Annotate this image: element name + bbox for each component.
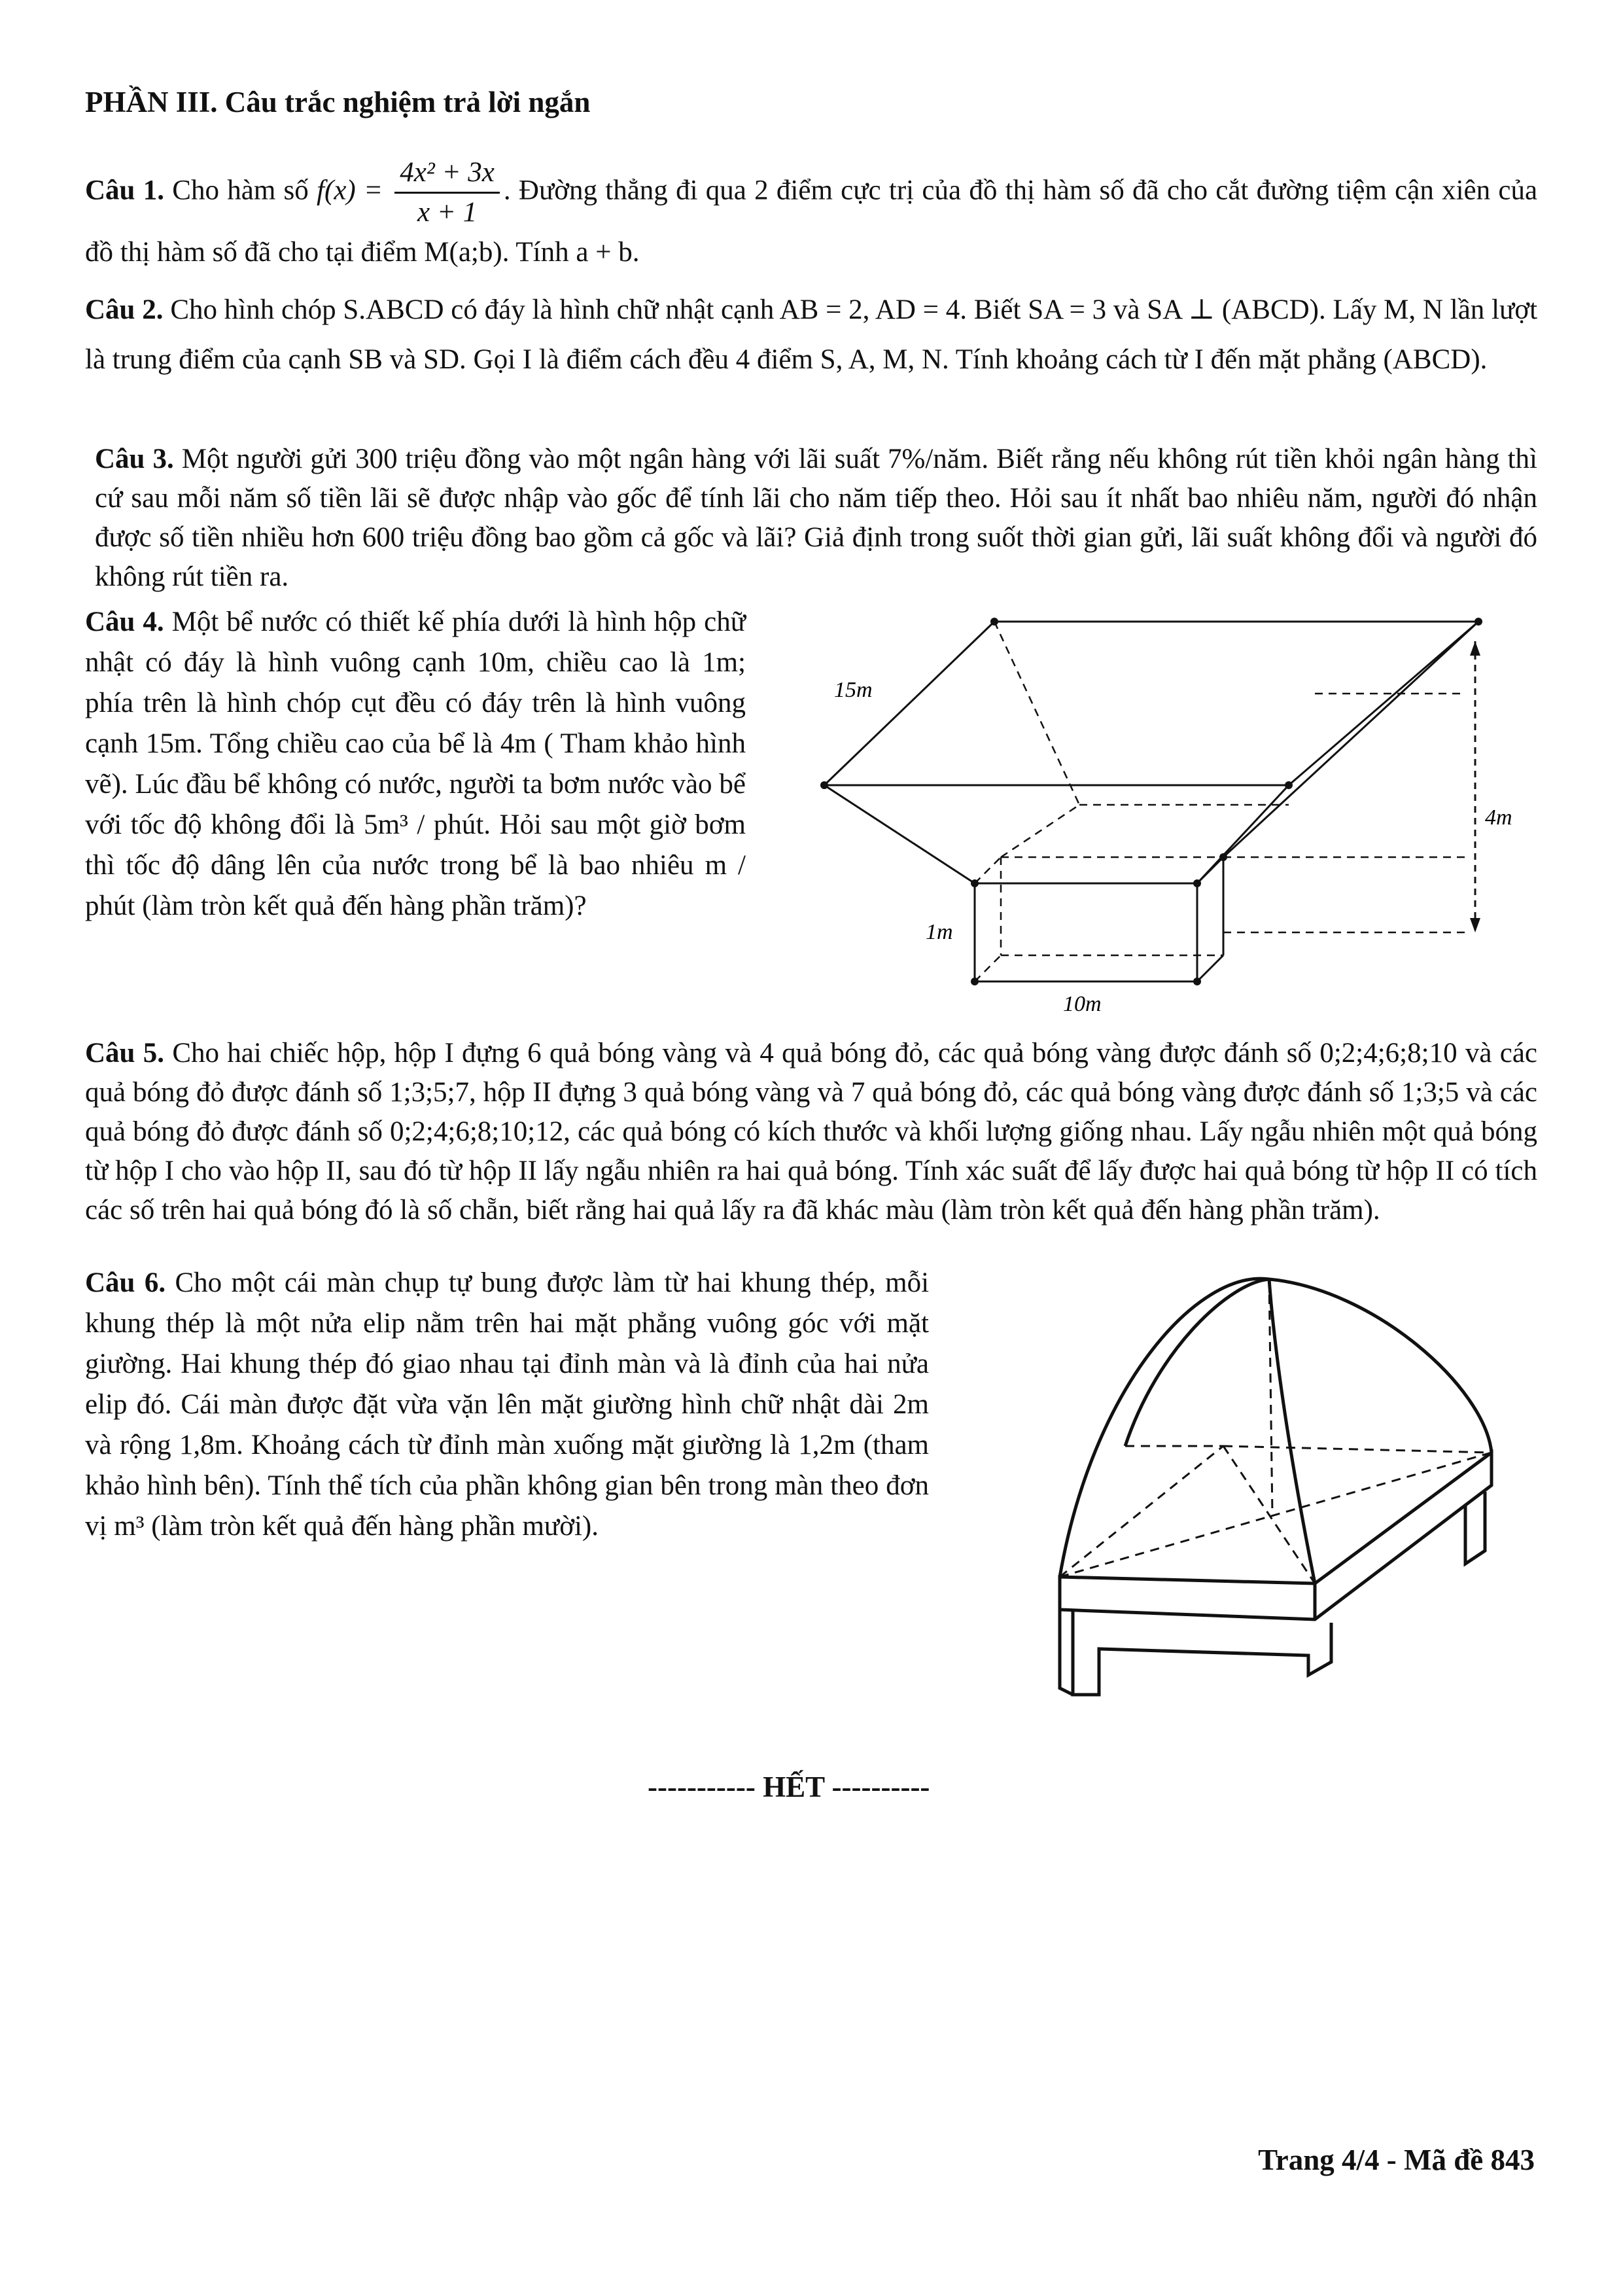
question-6-label: Câu 6. [85, 1267, 166, 1298]
question-5-text: Cho hai chiếc hộp, hộp I đựng 6 quả bóng vàng và 4 quả bóng đỏ, các quả bóng vàng được đánh số 0;2;4;6;8;10 và các quả bóng đỏ được đánh số 1;3;5;7, hộp II đựng 3 quả bóng vàng và 7 quả bóng đỏ, các quả bóng vàng được đánh số 1;3;5 và các quả bóng đỏ được đánh số 0;2;4;6;8;10;12, các quả bóng có kích thước và khối lượng giống nhau. Lấy ngẫu nhiên một quả bóng từ hộp I cho vào hộp II, sau đó từ hộp II lấy ngẫu nhiên ra hai quả bóng. Tính xác suất để lấy được hai quả bóng từ hộp II có tích các số trên hai quả bóng đó là số chẵn, biết rằng hai quả lấy ra đã khác màu (làm tròn kết quả đến hàng phần trăm). [85, 1038, 1537, 1226]
question-4-text: Một bể nước có thiết kế phía dưới là hình hộp chữ nhật có đáy là hình vuông cạnh 10m, chiều cao là 1m; phía trên là hình chóp cụt đều có đáy trên là hình vuông cạnh 15m. Tổng chiều cao của bể là 4m ( Tham khảo hình vẽ). Lúc đầu bể không có nước, người ta bơm nước vào bể với tốc độ không đổi là 5m³ / phút. Hỏi sau một giờ bơm thì tốc độ dâng lên của nước trong bể là bao nhiêu m / phút (làm tròn kết quả đến hàng phần trăm)? [85, 607, 746, 921]
question-1-label: Câu 1. [85, 175, 164, 206]
question-3 [95, 440, 1537, 597]
question-4 [85, 602, 746, 927]
fraction-numerator: 4x² + 3x [394, 154, 500, 194]
question-4-label: Câu 4. [85, 607, 164, 637]
label-1m: 1m [926, 920, 953, 944]
water-tank-figure [805, 602, 1544, 1021]
question-3-label: Câu 3. [95, 444, 174, 474]
label-15m: 15m [834, 678, 873, 702]
question-5 [85, 1034, 1537, 1230]
question-1-lead: Cho hàm số [172, 175, 309, 206]
label-10m: 10m [1063, 992, 1102, 1016]
question-1-text: . Đường thẳng đi qua 2 điểm cực trị của đồ thị hàm số đã cho cắt đường tiệm cận xiên của đồ thị hàm số đã cho tại điểm M(a;b). Tính a + b. [85, 175, 1538, 268]
question-3-text: Một người gửi 300 triệu đồng vào một ngân hàng với lãi suất 7%/năm. Biết rằng nếu không rút tiền khỏi ngân hàng thì cứ sau mỗi năm số tiền lãi sẽ được nhập vào gốc để tính lãi cho năm tiếp theo. Hỏi sau ít nhất bao nhiêu năm, người đó nhận được số tiền nhiều hơn 600 triệu đồng bao gồm cả gốc và lãi? Giả định trong suốt thời gian gửi, lãi suất không đổi và người đó không rút tiền ra. [95, 444, 1538, 592]
question-2 [85, 285, 1537, 385]
label-4m: 4m [1485, 805, 1512, 830]
section-title: PHẦN III. Câu trắc nghiệm trả lời ngắn [85, 86, 591, 118]
question-2-label: Câu 2. [85, 294, 164, 325]
question-5-label: Câu 5. [85, 1038, 165, 1069]
function-fraction [394, 154, 500, 232]
question-2-text: Cho hình chóp S.ABCD có đáy là hình chữ nhật cạnh AB = 2, AD = 4. Biết SA = 3 và SA ⊥ (ABCD). Lấy M, N lần lượt là trung điểm của cạnh SB và SD. Gọi I là điểm cách đều 4 điểm S, A, M, N. Tính khoảng cách từ I đến mặt phẳng (ABCD). [85, 294, 1538, 375]
fraction-denominator: x + 1 [417, 197, 478, 228]
question-6 [85, 1263, 929, 1547]
question-6-text: Cho một cái màn chụp tự bung được làm từ hai khung thép, mỗi khung thép là một nửa elip nằm trên hai mặt phẳng vuông góc với mặt giường. Hai khung thép đó giao nhau tại đỉnh màn và là đỉnh của hai nửa elip đó. Cái màn được đặt vừa vặn lên mặt giường hình chữ nhật dài 2m và rộng 1,8m. Khoảng cách từ đỉnh màn xuống mặt giường là 1,2m (tham khảo hình bên). Tính thể tích của phần không gian bên trong màn theo đơn vị m³ (làm tròn kết quả đến hàng phần mười). [85, 1267, 930, 1542]
function-name: f(x) = [317, 175, 383, 206]
question-1 [85, 154, 1537, 274]
page-footer: Trang 4/4 - Mã đề 843 [1258, 2144, 1535, 2176]
mosquito-net-figure [1034, 1269, 1557, 1727]
end-mark: ----------- HẾT ---------- [648, 1771, 930, 1803]
